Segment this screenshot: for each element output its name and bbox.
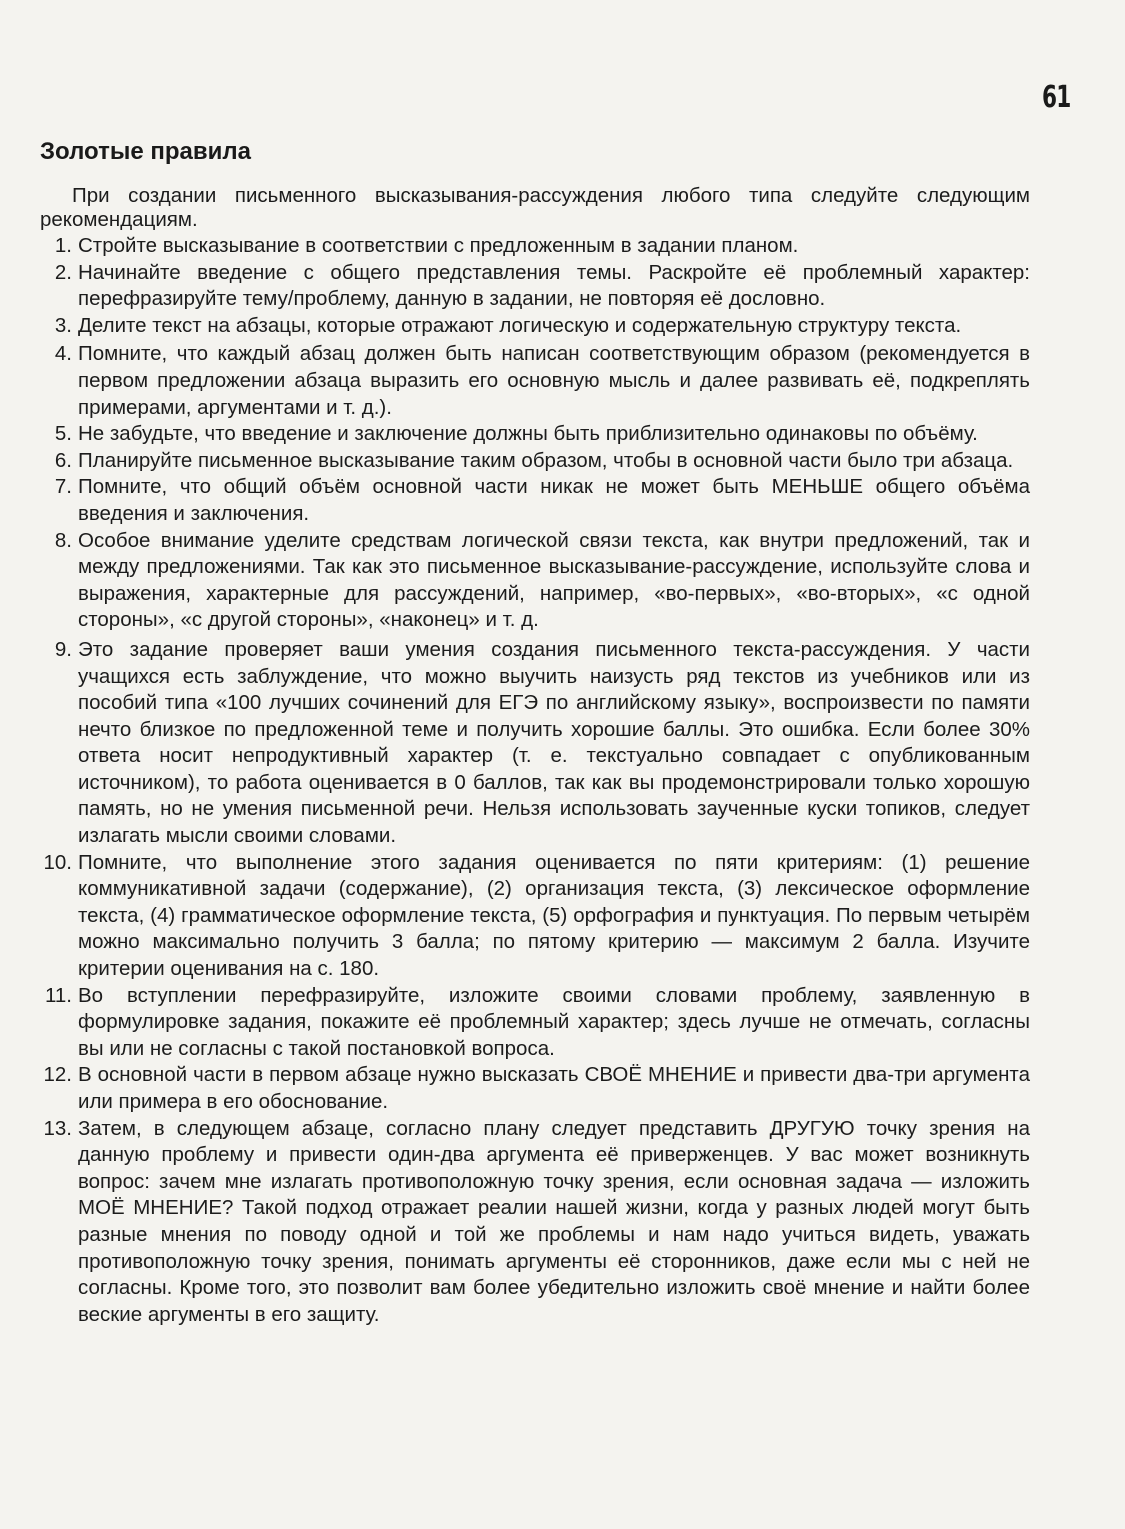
rule-item [0, 313, 1030, 340]
rule-item [0, 421, 1030, 448]
rule-item [0, 983, 1030, 1063]
rule-text: Помните, что каждый абзац должен быть написан соответствующим образом (рекомендуется в первом предложении абзаца выразить его основную мысль и далее развивать её, подкреплять примерами, аргументами и т. д.). [78, 342, 1030, 419]
rule-text: Начинайте введение с общего представления темы. Раскройте её проблемный характер: перефразируйте тему/проблему, данную в задании, не повторяя её дословно. [78, 260, 1030, 311]
rule-text: Помните, что общий объём основной части никак не может быть МЕНЬШЕ общего объёма введения и заключения. [78, 475, 1030, 525]
rule-text: Планируйте письменное высказывание таким образом, чтобы в основной части было три абзаца. [78, 448, 1014, 472]
rule-number: 1. [54, 234, 72, 257]
section-title: Золотые правила [40, 138, 251, 165]
rule-text: Затем, в следующем абзаце, согласно плану следует представить ДРУГУЮ точку зрения на данную проблему и привести один-два аргумента её приверженцев. У вас может возникнуть вопрос: зачем мне излагать противоположную точку зрения, если основная задача — изложить МОЁ МНЕНИЕ? Такой подход отражает реалии нашей жизни, когда у разных людей могут быть разные мнения по поводу одной и той же проблемы и нам надо учиться видеть, уважать противоположную точку зрения, понимать аргументы её сторонников, даже если мы с ней не согласны. Кроме того, это позволит вам более убедительно изложить своё мнение и найти более веские аргументы в его защиту. [78, 1116, 1030, 1326]
rule-item [0, 528, 1030, 634]
rule-item [0, 448, 1030, 475]
rule-number: 12. [43, 1063, 72, 1087]
rule-number: 4. [54, 342, 72, 366]
rule-item [0, 1062, 1030, 1115]
rule-number: 8. [54, 528, 72, 552]
rule-number: 13. [43, 1116, 72, 1140]
rule-text: Особое внимание уделите средствам логической связи текста, как внутри предложений, так и между предложениями. Так как это письменное высказывание-рассуждение, используйте слова и выражения, характерные для рассуждений, например, «во-первых», «во-вторых», «с одной стороны», «с другой стороны», «наконец» и т. д. [78, 528, 1030, 632]
rule-text: Делите текст на абзацы, которые отражают логическую и содержательную структуру текста. [78, 313, 962, 337]
rule-text: Во вступлении перефразируйте, изложите своими словами проблему, заявленную в формулировке задания, покажите её проблемный характер; здесь лучше не отмечать, согласны вы или не согласны с такой постановкой вопроса. [78, 983, 1030, 1060]
rule-text: В основной части в первом абзаце нужно высказать СВОЁ МНЕНИЕ и привести два-три аргумента или примера в его обоснование. [78, 1063, 1030, 1113]
rule-number: 3. [54, 313, 72, 337]
intro-paragraph: При создании письменного высказывания-рассуждения любого типа следуйте следующим рекомендациям. [40, 184, 1030, 231]
rule-item [0, 341, 1030, 421]
rule-number: 10. [43, 850, 72, 874]
rule-text: Это задание проверяет ваши умения создания письменного текста-рассуждения. У части учащихся есть заблуждение, что можно выучить наизусть ряд текстов из учебников или из пособий типа «100 лучших сочинений для ЕГЭ по английскому языку», воспроизвести по памяти нечто близкое по предложенной теме и получить хорошие баллы. Это ошибка. Если более 30% ответа носит непродуктивный характер (т. е. текстуально совпадает с опубликованным источником), то работа оценивается в 0 баллов, так как вы продемонстрировали только хорошую память, но не умения письменной речи. Нельзя использовать заученные куски топиков, следует излагать мысли своими словами. [78, 637, 1030, 848]
rule-number: 6. [54, 448, 72, 472]
rule-item [0, 850, 1030, 983]
rule-text: Стройте высказывание в соответствии с предложенным в задании планом. [78, 234, 799, 257]
rule-item [0, 1116, 1030, 1329]
page-number: 61 [1042, 80, 1071, 115]
rule-item [0, 474, 1030, 527]
rule-number: 9. [54, 637, 72, 661]
rule-item [0, 637, 1030, 850]
rule-text: Помните, что выполнение этого задания оценивается по пяти критериям: (1) решение коммуникативной задачи (содержание), (2) организация текста, (3) лексическое оформление текста, (4) грамматическое оформление текста, (5) орфография и пунктуация. По первым четырём можно максимально получить 3 балла; по пятому критерию — максимум 2 балла. Изучите критерии оценивания на с. 180. [78, 850, 1030, 981]
rule-number: 2. [54, 260, 72, 284]
rule-number: 5. [54, 422, 72, 446]
rule-item [0, 260, 1030, 313]
rule-number: 11. [45, 983, 72, 1007]
rule-item [0, 233, 1030, 260]
rule-number: 7. [54, 475, 72, 499]
rules-list [0, 233, 1060, 1328]
rule-text: Не забудьте, что введение и заключение должны быть приблизительно одинаковы по объёму. [78, 422, 978, 446]
